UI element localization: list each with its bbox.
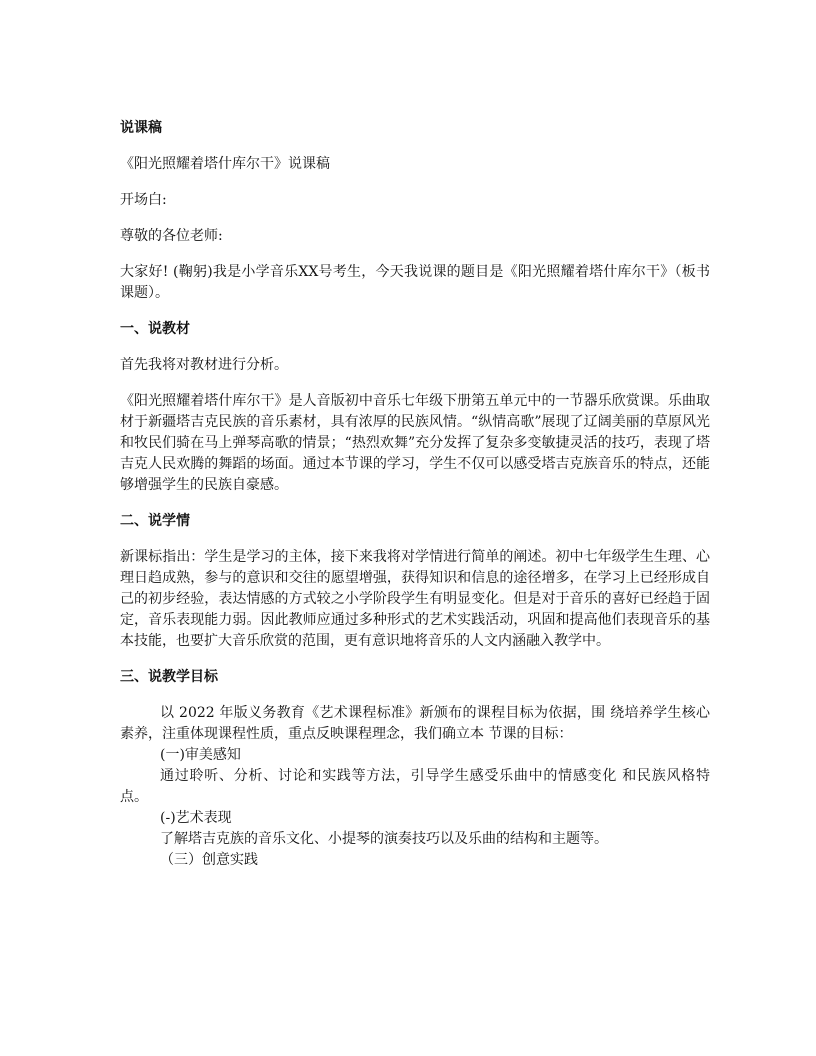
section-heading-goals: 三、说教学目标 (120, 669, 218, 685)
goal-label-creative: （三）创意实践 (160, 852, 258, 868)
section-heading-learners: 二、说学情 (120, 513, 190, 529)
goal-label-aesthetic: (一)审美感知 (160, 747, 241, 763)
goals-intro: 以 2022 年版义务教育《艺术课程标准》新颁布的课程目标为依据，围 绕培养学生核心素养，注重体现课程性质，重点反映课程理念，我们确立本 节课的目标： (120, 705, 710, 742)
section-heading-textbook: 一、说教材 (120, 321, 190, 337)
goal-label-performance: (-)艺术表现 (160, 810, 232, 826)
goal-text-performance: 了解塔吉克族的音乐文化、小提琴的演奏技巧以及乐曲的结构和主题等。 (160, 831, 608, 847)
opening-label: 开场白: (120, 192, 167, 208)
document-page (120, 118, 710, 871)
intro-paragraph: 大家好! (鞠躬)我是小学音乐XX号考生，今天我说课的题目是《阳光照耀着塔什库尔干》（板书课题）。 (120, 264, 710, 301)
document-subtitle: 《阳光照耀着塔什库尔干》说课稿 (120, 156, 330, 172)
textbook-paragraph-2: 《阳光照耀着塔什库尔干》是人音版初中音乐七年级下册第五单元中的一节器乐欣赏课。乐曲取材于新疆塔吉克民族的音乐素材，具有浓厚的民族风情。“纵情高歌”展现了辽阔美丽的草原风光和牧民们骑在马上弹琴高歌的情景；“热烈欢舞”充分发挥了复杂多变敏捷灵活的技巧，表现了塔吉克人民欢腾的舞蹈的场面。通过本节课的学习，学生不仅可以感受塔吉克族音乐的特点，还能够增强学生的民族自豪感。 (120, 393, 710, 493)
textbook-paragraph-1: 首先我将对教材进行分析。 (120, 357, 288, 373)
greeting: 尊敬的各位老师: (120, 228, 223, 244)
learners-paragraph: 新课标指出：学生是学习的主体，接下来我将对学情进行简单的阐述。初中七年级学生生理、心理日趋成熟，参与的意识和交往的愿望增强，获得知识和信息的途径增多，在学习上已经形成自己的初步经验，表达情感的方式较之小学阶段学生有明显变化。但是对于音乐的喜好已经趋于固定，音乐表现能力弱。因此教师应通过多种形式的艺术实践活动，巩固和提高他们表现音乐的基本技能，也要扩大音乐欣赏的范围，更有意识地将音乐的人文内涵融入教学中。 (120, 549, 710, 649)
document-title: 说课稿 (120, 120, 162, 136)
goal-text-aesthetic: 通过聆听、分析、讨论和实践等方法，引导学生感受乐曲中的情感变化 和民族风格特点。 (120, 768, 710, 805)
